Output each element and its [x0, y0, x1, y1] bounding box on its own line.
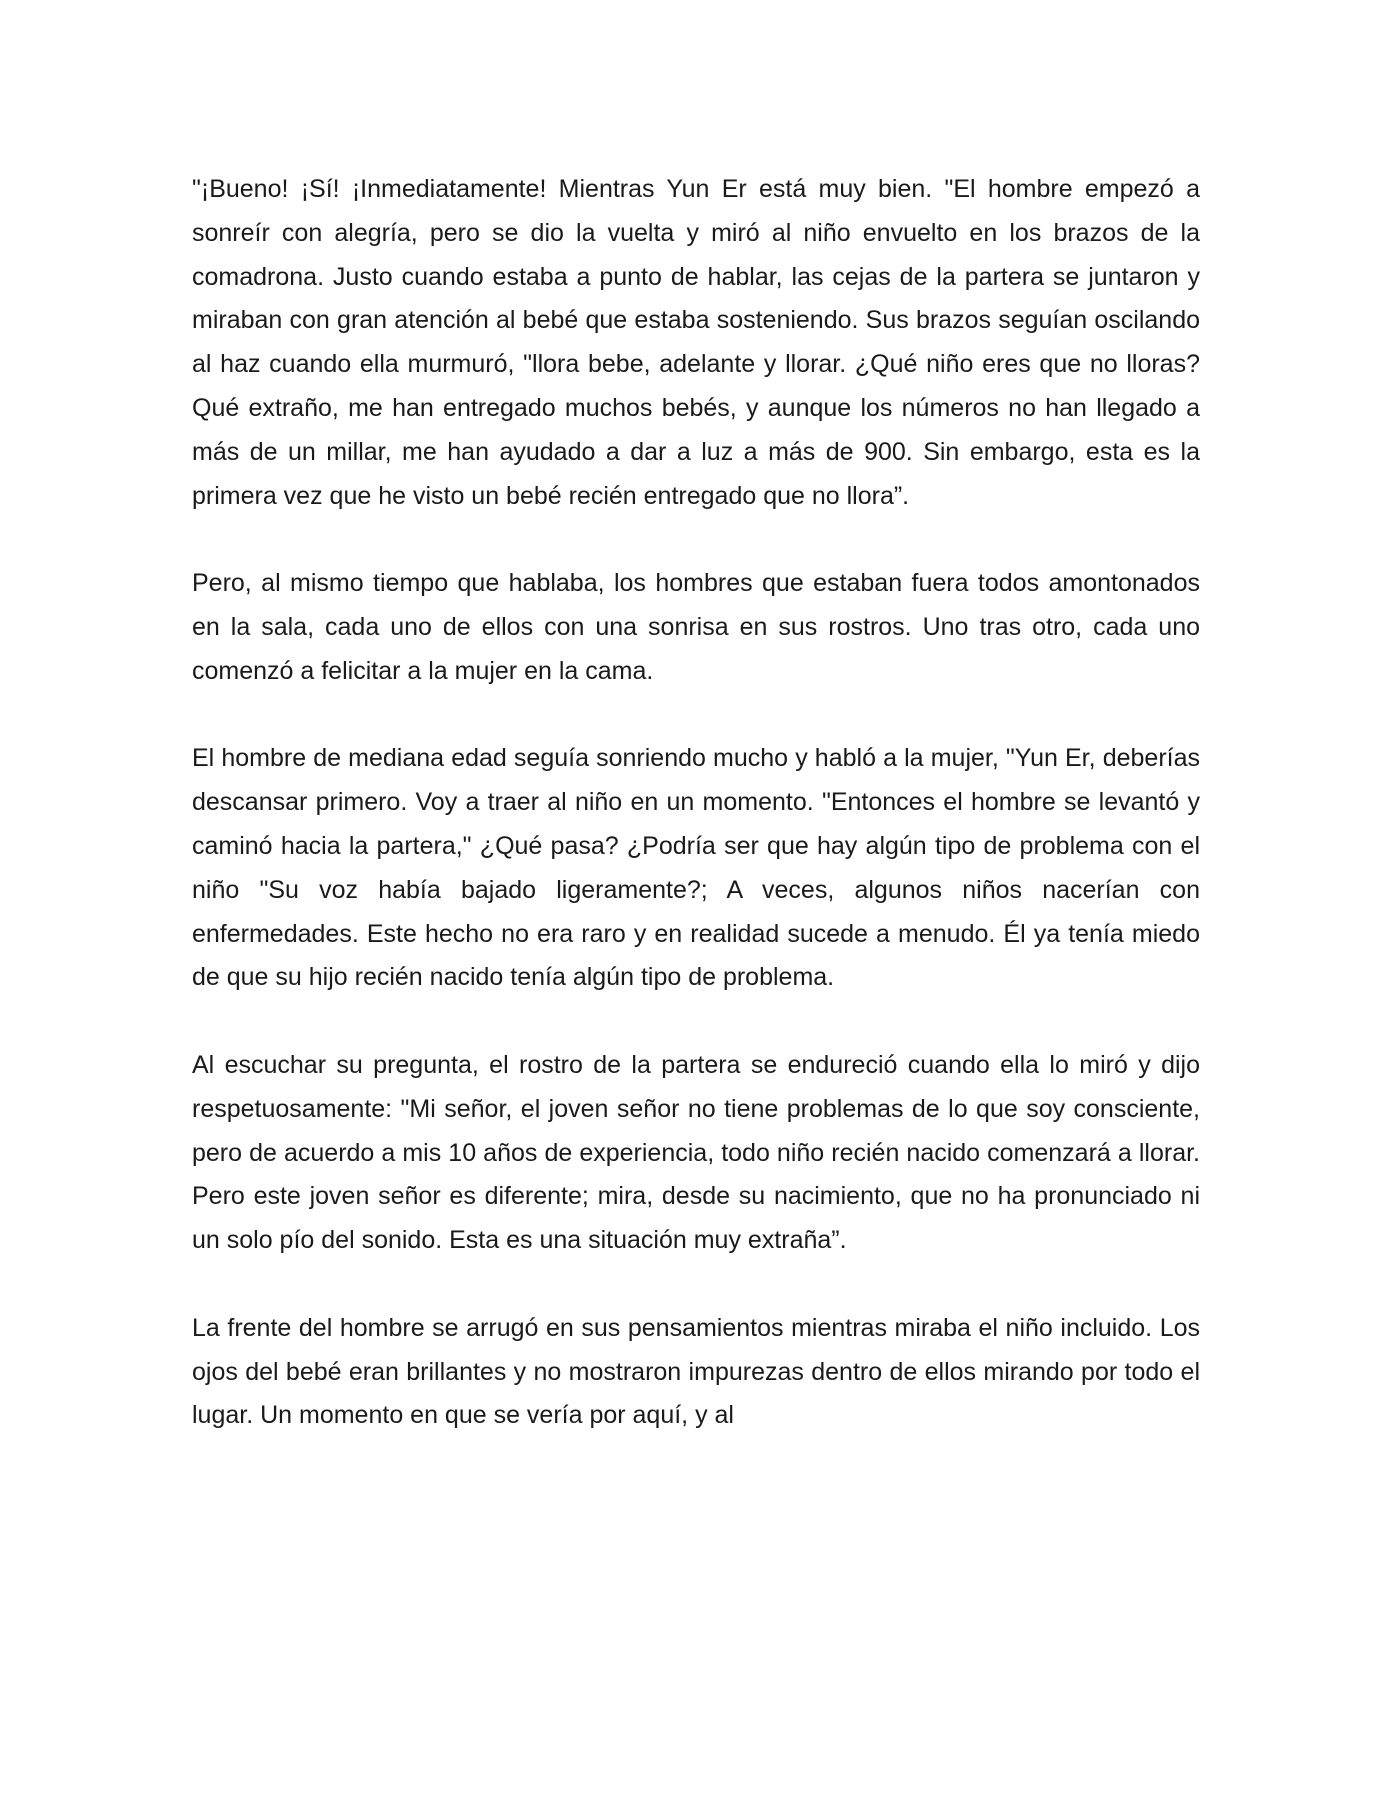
paragraph-2: Pero, al mismo tiempo que hablaba, los hombres que estaban fuera todos amontonados en la sala, cada uno de ellos con una sonrisa en sus rostros. Uno tras otro, cada uno comenzó a felicitar a la mujer en la cama. — [192, 569, 1200, 685]
paragraph-1: "¡Bueno! ¡Sí! ¡Inmediatamente! Mientras Yun Er está muy bien. "El hombre empezó a sonreír con alegría, pero se dio la vuelta y miró al niño envuelto en los brazos de la comadrona. Justo cuando estaba a punto de hablar, las cejas de la partera se juntaron y miraban con gran atención al bebé que estaba sosteniendo. Sus brazos seguían oscilando al haz cuando ella murmuró, "llora bebe, adelante y llorar. ¿Qué niño eres que no lloras? Qué extraño, me han entregado muchos bebés, y aunque los números no han llegado a más de un millar, me han ayudado a dar a luz a más de 900. Sin embargo, esta es la primera vez que he visto un bebé recién entregado que no llora”. — [192, 175, 1200, 510]
paragraph-3: El hombre de mediana edad seguía sonriendo mucho y habló a la mujer, "Yun Er, deberías descansar primero. Voy a traer al niño en un momento. "Entonces el hombre se levantó y caminó hacia la partera," ¿Qué pasa? ¿Podría ser que hay algún tipo de problema con el niño "Su voz había bajado ligeramente?; A veces, algunos niños nacerían con enfermedades. Este hecho no era raro y en realidad sucede a menudo. Él ya tenía miedo de que su hijo recién nacido tenía algún tipo de problema. — [192, 744, 1200, 992]
paragraph-5: La frente del hombre se arrugó en sus pensamientos mientras miraba el niño incluido. Los ojos del bebé eran brillantes y no mostraron impurezas dentro de ellos mirando por todo el lugar. Un momento en que se vería por aquí, y al — [192, 1313, 1200, 1430]
paragraph-4: Al escuchar su pregunta, el rostro de la partera se endureció cuando ella lo miró y dijo respetuosamente: "Mi señor, el joven señor no tiene problemas de lo que soy consciente, pero de acuerdo a mis 10 años de experiencia, todo niño recién nacido comenzará a llorar. Pero este joven señor es diferente; mira, desde su nacimiento, que no ha pronunciado ni un solo pío del sonido. Esta es una situación muy extraña”. — [192, 1050, 1200, 1255]
document-body — [192, 168, 1200, 1482]
